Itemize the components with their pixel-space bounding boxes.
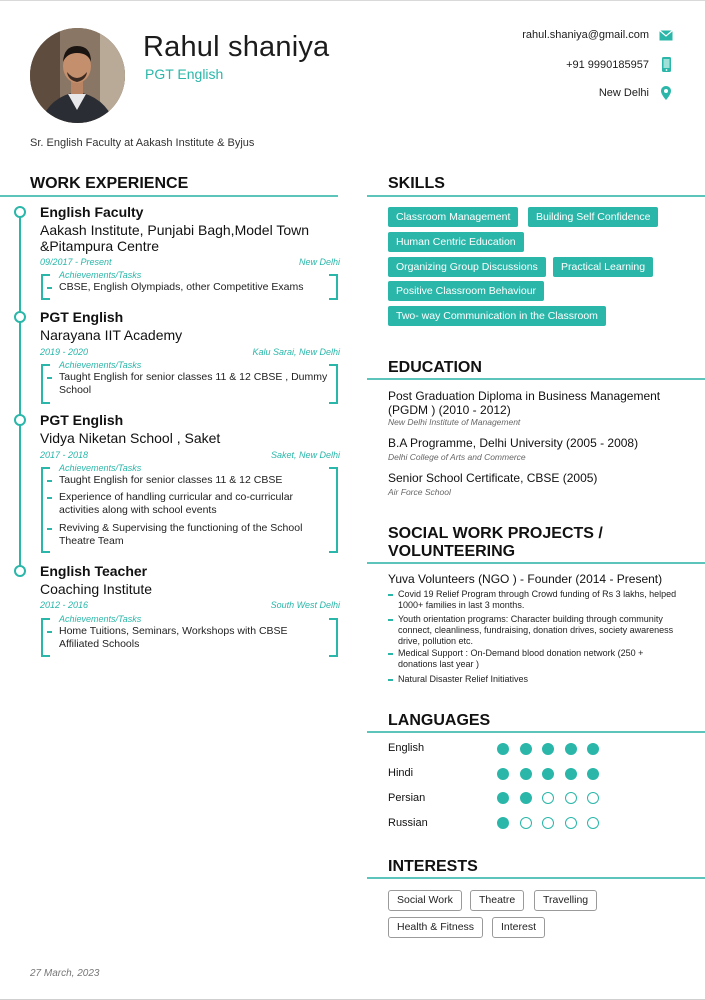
achievement-item: Taught English for senior classes 11 & 12 CBSE , Dummy School [59,371,328,396]
language-level [497,817,599,829]
level-dot-filled [542,768,554,780]
skill-tag: Building Self Confidence [528,207,658,227]
section-divider [367,562,705,564]
language-level [497,743,599,755]
education-degree: Senior School Certificate, CBSE (2005) [388,471,598,485]
language-name: Russian [388,817,428,829]
job-location: New Delhi [298,257,340,267]
email-text[interactable]: rahul.shaniya@gmail.com [522,29,649,41]
skill-tag: Organizing Group Discussions [388,257,546,277]
social-work-title-line2: VOLUNTEERING [388,543,516,560]
education-school: New Delhi Institute of Management [388,417,521,427]
achievement-item: CBSE, English Olympiads, other Competitive Exams [59,281,329,294]
job-dates: 2012 - 2016 [40,600,89,610]
skill-tag: Positive Classroom Behaviour [388,281,544,301]
skills-title: SKILLS [388,175,445,192]
level-dot-filled [497,768,509,780]
job-title: PGT English [40,309,124,325]
email-icon [659,30,673,41]
job-dates: 09/2017 - Present [40,257,112,267]
interest-tag: Travelling [534,890,597,911]
achievements-label: Achievements/Tasks [59,614,142,624]
achievements-box [41,618,338,657]
level-dot-filled [497,792,509,804]
level-dot-filled [565,768,577,780]
volunteer-heading: Yuva Volunteers (NGO ) - Founder (2014 - Present) [388,572,663,586]
summary-text: Sr. English Faculty at Aakash Institute & Byjus [30,137,255,149]
interests-title: INTERESTS [388,858,478,875]
education-degree: Post Graduation Diploma in Business Management (PGDM ) (2010 - 2012) [388,389,661,417]
language-level [497,768,599,780]
social-work-title-line1: SOCIAL WORK PROJECTS / [388,525,603,542]
volunteer-item: Covid 19 Relief Program through Crowd funding of Rs 3 lakhs, helped 1000+ families in last 3 months. [398,589,677,610]
achievement-item: Taught English for senior classes 11 & 12 CBSE [59,474,329,487]
timeline-line [19,211,21,571]
level-dot-filled [497,743,509,755]
job-title: PGT English [40,412,124,428]
timeline-dot [14,311,26,323]
section-divider [367,731,705,733]
level-dot-empty [565,817,577,829]
level-dot-filled [587,743,599,755]
job-title: English Teacher [40,563,148,579]
achievements-box [41,467,338,553]
candidate-name: Rahul shaniya [143,31,330,63]
languages-title: LANGUAGES [388,712,491,729]
skill-tag: Human Centric Education [388,232,524,252]
language-name: English [388,742,425,754]
map-pin-icon [659,86,673,100]
level-dot-filled [520,768,532,780]
language-name: Persian [388,792,426,804]
level-dot-filled [542,743,554,755]
level-dot-filled [587,768,599,780]
contact-phone[interactable] [566,57,673,72]
level-dot-filled [565,743,577,755]
profile-photo [30,28,125,123]
document-date: 27 March, 2023 [30,968,100,979]
level-dot-filled [520,743,532,755]
language-level [497,792,599,804]
skill-tag: Two- way Communication in the Classroom [388,306,606,326]
skill-tag: Classroom Management [388,207,518,227]
achievements-box [41,364,338,404]
level-dot-empty [542,817,554,829]
education-degree: B.A Programme, Delhi University (2005 - 2008) [388,436,639,450]
level-dot-filled [520,792,532,804]
level-dot-empty [520,817,532,829]
achievements-label: Achievements/Tasks [59,463,142,473]
education-school: Air Force School [388,487,451,497]
timeline-dot [14,206,26,218]
achievements-box [41,274,338,300]
phone-text[interactable]: +91 9990185957 [566,58,649,71]
volunteer-item: Youth orientation programs: Character building through community connect, cleanliness, fundraising, donation drives, society awareness drive, pollution etc. [398,614,678,647]
job-location: Kalu Sarai, New Delhi [252,347,340,357]
level-dot-empty [565,792,577,804]
job-dates: 2019 - 2020 [40,347,89,357]
interest-tag: Health & Fitness [388,917,483,938]
achievements-label: Achievements/Tasks [59,270,142,280]
language-name: Hindi [388,767,414,779]
interest-tag: Social Work [388,890,462,911]
section-divider [0,195,338,197]
level-dot-empty [587,792,599,804]
job-dates: 2017 - 2018 [40,450,89,460]
candidate-role: PGT English [145,66,224,82]
section-divider [367,877,705,879]
achievements-label: Achievements/Tasks [59,360,142,370]
level-dot-empty [587,817,599,829]
work-experience-title: WORK EXPERIENCE [30,175,189,192]
section-divider [367,378,705,380]
job-organization: Narayana IIT Academy [40,327,183,343]
job-organization: Aakash Institute, Punjabi Bagh,Model Town &Pitampura Centre [40,222,310,254]
volunteer-item: Natural Disaster Relief Initiatives [398,674,678,685]
level-dot-empty [542,792,554,804]
level-dot-filled [497,817,509,829]
job-location: Saket, New Delhi [270,450,340,460]
timeline-dot [14,414,26,426]
contact-email[interactable] [522,29,673,41]
job-location: South West Delhi [270,600,340,610]
interest-tag: Theatre [470,890,524,911]
job-organization: Coaching Institute [40,581,153,597]
achievement-item: Experience of handling curricular and co-curricular activities along with school events [59,491,329,517]
job-organization: Vidya Niketan School , Saket [40,430,221,446]
section-divider [367,195,705,197]
contact-location [599,86,673,100]
interest-tag: Interest [492,917,545,938]
volunteer-item: Medical Support : On-Demand blood donation network (250 + donations last year ) [398,648,678,670]
education-title: EDUCATION [388,359,482,376]
education-school: Delhi College of Arts and Commerce [388,452,526,462]
avatar [30,28,125,123]
achievement-item: Reviving & Supervising the functioning of the School Theatre Team [59,522,329,548]
location-text: New Delhi [598,87,649,99]
timeline-dot [14,565,26,577]
phone-icon [659,57,673,72]
skill-tag: Practical Learning [553,257,653,277]
achievement-item: Home Tuitions, Seminars, Workshops with CBSE Affiliated Schools [59,625,329,651]
job-title: English Faculty [40,204,144,220]
